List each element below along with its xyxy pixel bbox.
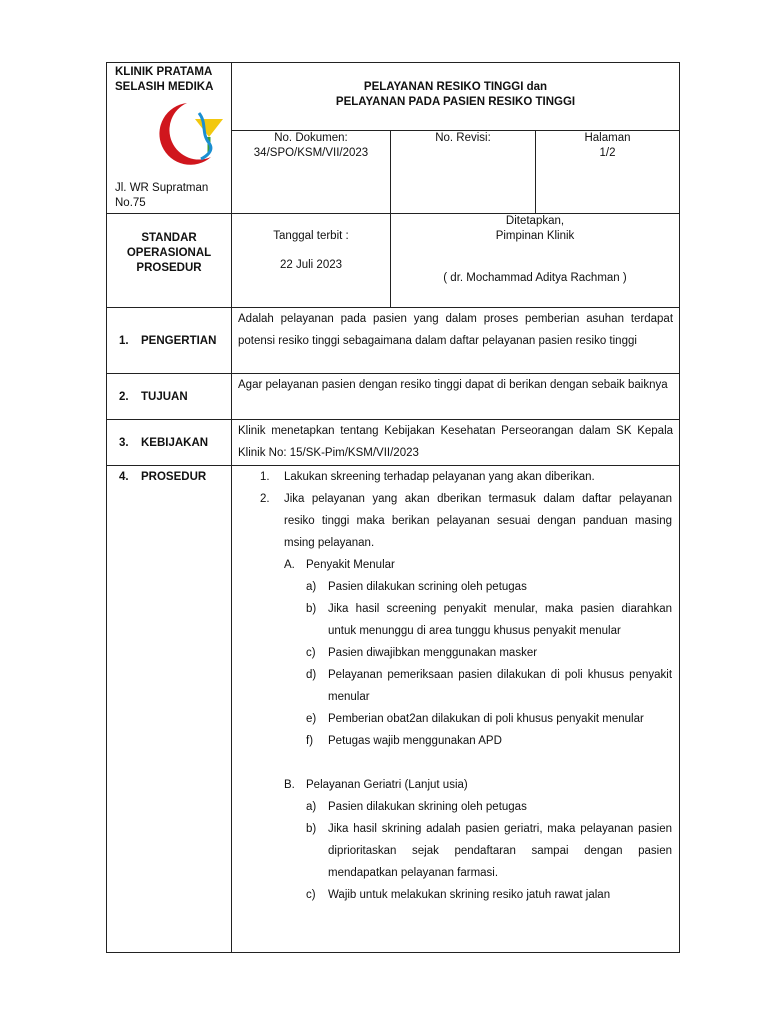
list-item [232, 664, 672, 708]
revision-label: No. Revisi: [435, 131, 491, 144]
list-item [232, 818, 672, 884]
sop-table [106, 62, 680, 953]
section-label-purpose [107, 374, 232, 420]
address-line-2: No.75 [115, 197, 146, 209]
section-number: 2. [119, 390, 129, 403]
funnel-icon [195, 119, 223, 137]
clinic-name-line-2: SELASIH MEDIKA [115, 81, 214, 93]
purpose-text: Agar pelayanan pasien dengan resiko tinggi dapat di berikan dengan sebaik baiknya [238, 379, 668, 391]
list-item [232, 576, 672, 598]
page-value: 1/2 [599, 146, 616, 159]
sop-label [107, 214, 231, 276]
approval-cell [391, 214, 680, 308]
list-text: Jika pelayanan yang akan dberikan termasuk dalam daftar pelayanan resiko tinggi maka berikan pelayanan sesuai dengan panduan masing msing pelayanan. [284, 493, 673, 549]
document-title-cell [232, 63, 680, 131]
list-item [232, 554, 672, 576]
list-marker: 1. [260, 471, 270, 483]
list-text: Wajib untuk melakukan skrining resiko jatuh rawat jalan [328, 889, 611, 901]
issue-date-cell [232, 214, 391, 308]
list-text: Pasien dilakukan scrining oleh petugas [328, 581, 527, 593]
list-text: Pelayanan Geriatri (Lanjut usia) [306, 779, 468, 791]
list-marker: A. [284, 559, 295, 571]
clinic-name [107, 63, 231, 95]
section-title: KEBIJAKAN [141, 436, 209, 449]
definition-text: Adalah pelayanan pada pasien yang dalam proses pemberian asuhan terdapat potensi resiko tinggi sebagaimana dalam daftar pelayanan pasien resiko tinggi [238, 313, 674, 347]
issue-date-label: Tanggal terbit : [273, 230, 349, 242]
doc-no-label: No. Dokumen: [274, 131, 348, 144]
list-item [232, 796, 672, 818]
list-item [232, 598, 672, 642]
document-number-cell [232, 130, 391, 213]
list-item [232, 466, 672, 488]
section-text-procedure [232, 466, 680, 953]
section-label-procedure [107, 466, 232, 953]
list-marker: b) [306, 603, 317, 615]
list-item [232, 708, 672, 730]
procedure-list [232, 466, 679, 906]
list-text: Pemberian obat2an dilakukan di poli khusus penyakit menular [328, 713, 644, 725]
page-cell [536, 130, 680, 213]
list-marker: d) [306, 669, 317, 681]
approver-role: Pimpinan Klinik [495, 230, 575, 242]
section-title: TUJUAN [141, 390, 188, 403]
list-text: Lakukan skreening terhadap pelayanan yang akan diberikan. [284, 471, 595, 483]
section-number: 4. [119, 471, 129, 483]
approved-label: Ditetapkan, [505, 215, 565, 227]
sop-label-cell [107, 214, 232, 308]
section-label-policy [107, 420, 232, 466]
section-title: PROSEDUR [141, 471, 207, 483]
clinic-header-cell [107, 63, 232, 214]
list-text: Pasien diwajibkan menggunakan masker [328, 647, 538, 659]
sop-document [106, 62, 679, 953]
list-marker: B. [284, 779, 295, 791]
list-item [232, 884, 672, 906]
section-label-definition [107, 308, 232, 374]
list-marker: e) [306, 713, 317, 725]
section-number: 1. [119, 334, 129, 347]
clinic-logo [143, 99, 229, 169]
section-number: 3. [119, 436, 129, 449]
sop-line-2: OPERASIONAL [126, 247, 212, 259]
title-line-1: PELAYANAN RESIKO TINGGI dan [363, 81, 548, 93]
approver-name: ( dr. Mochammad Aditya Rachman ) [443, 272, 627, 284]
list-marker: b) [306, 823, 317, 835]
section-title: PENGERTIAN [141, 334, 217, 347]
title-line-2: PELAYANAN PADA PASIEN RESIKO TINGGI [335, 96, 576, 108]
policy-text: Klinik menetapkan tentang Kebijakan Kesehatan Perseorangan dalam SK Kepala Klinik No: 15/SK-Pim/KSM/VII/2023 [238, 425, 674, 459]
section-text-purpose [232, 374, 680, 420]
page-label: Halaman [584, 131, 631, 144]
document-title [232, 63, 679, 110]
list-marker: a) [306, 801, 317, 813]
section-text-policy [232, 420, 680, 466]
clinic-name-line-1: KLINIK PRATAMA [115, 66, 213, 78]
list-item [232, 774, 672, 796]
section-text-definition [232, 308, 680, 374]
list-text: Jika hasil screening penyakit menular, maka pasien diarahkan untuk menunggu di area tunggu khusus penyakit menular [328, 603, 673, 637]
list-marker: c) [306, 647, 316, 659]
address-line-1: Jl. WR Supratman [115, 182, 209, 194]
list-item [232, 642, 672, 664]
clinic-address [107, 169, 231, 213]
issue-date-value: 22 Juli 2023 [279, 259, 343, 271]
list-marker: 2. [260, 493, 270, 505]
list-text: Petugas wajib menggunakan APD [328, 735, 502, 747]
revision-cell [391, 130, 536, 213]
sop-line-3: PROSEDUR [136, 262, 202, 274]
spacer [232, 752, 672, 774]
doc-no-value: 34/SPO/KSM/VII/2023 [253, 146, 369, 159]
list-text: Pelayanan pemeriksaan pasien dilakukan di poli khusus penyakit menular [328, 669, 673, 703]
sop-line-1: STANDAR [141, 232, 197, 244]
crescent-icon [159, 103, 211, 165]
list-marker: c) [306, 889, 316, 901]
list-text: Jika hasil skrining adalah pasien geriatri, maka pelayanan pasien diprioritaskan sejak pendaftaran sampai dengan pasien mendapatkan pelayanan farmasi. [328, 823, 673, 879]
list-marker: a) [306, 581, 317, 593]
list-marker: f) [306, 735, 314, 747]
list-item [232, 730, 672, 752]
list-item [232, 488, 672, 554]
list-text: Penyakit Menular [306, 559, 395, 571]
list-text: Pasien dilakukan skrining oleh petugas [328, 801, 527, 813]
